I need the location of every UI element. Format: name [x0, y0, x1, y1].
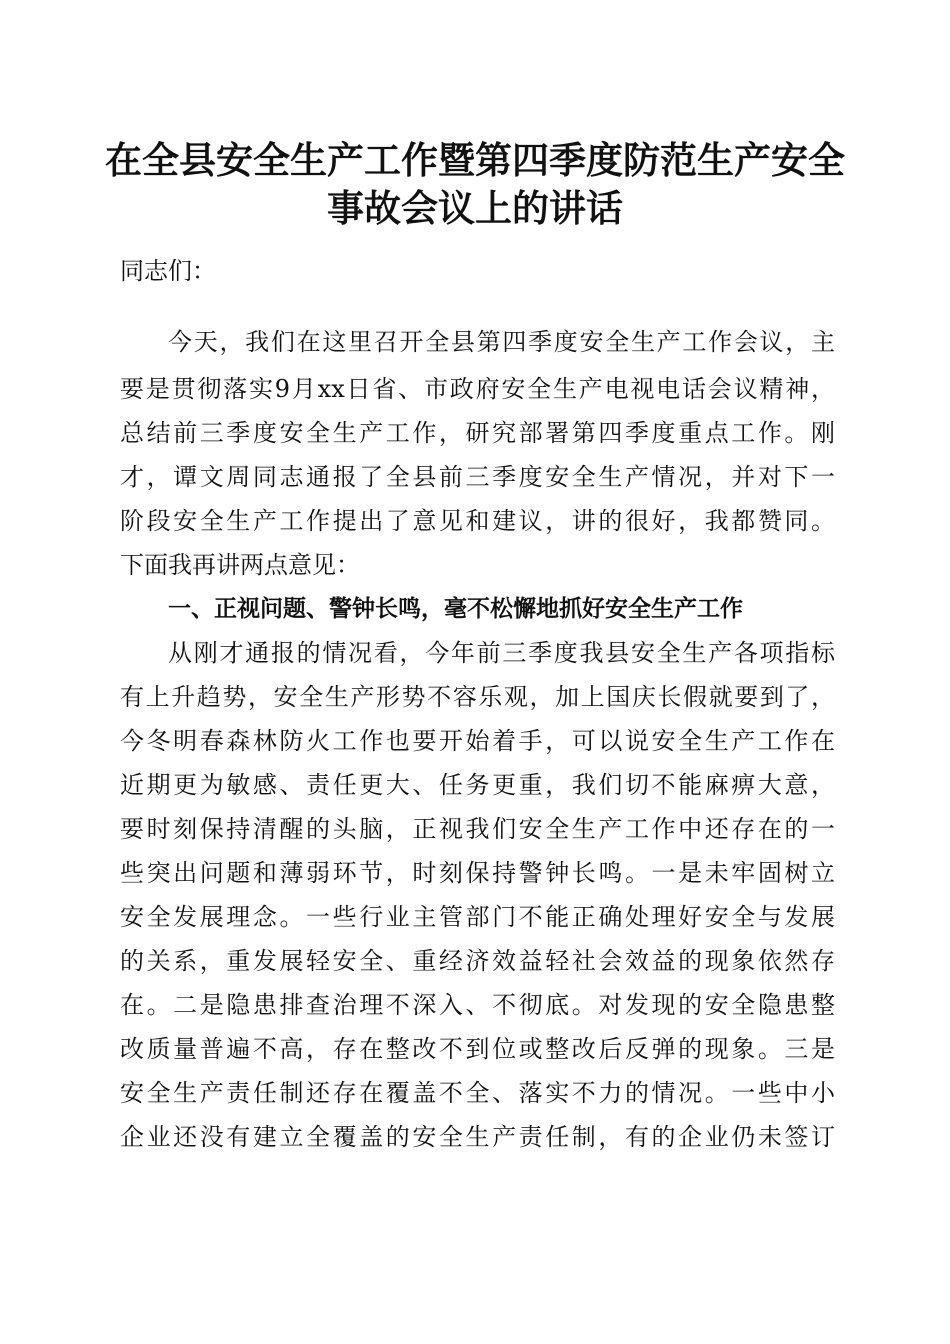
- section-1-heading: 一、正视问题、警钟长鸣，毫不松懈地抓好安全生产工作: [168, 596, 743, 622]
- paragraph-1-line: 总结前三季度安全生产工作，研究部署第四季度重点工作。刚: [120, 419, 835, 447]
- paragraph-1-line: 要是贯彻落实9月xx日省、市政府安全生产电视电话会议精神，: [120, 375, 835, 403]
- paragraph-2-line: 有上升趋势，安全生产形势不容乐观，加上国庆长假就要到了，: [120, 683, 835, 711]
- paragraph-1-line: 阶段安全生产工作提出了意见和建议，讲的很好，我都赞同。: [120, 507, 835, 535]
- paragraph-1-line: 才，谭文周同志通报了全县前三季度安全生产情况，并对下一: [120, 463, 835, 491]
- paragraph-2-line: 今冬明春森林防火工作也要开始着手，可以说安全生产工作在: [120, 727, 835, 755]
- document-title-line-2: 事故会议上的讲话: [327, 186, 623, 230]
- paragraph-2-line: 在。二是隐患排查治理不深入、不彻底。对发现的安全隐患整: [120, 991, 835, 1019]
- paragraph-2-line: 安全发展理念。一些行业主管部门不能正确处理好安全与发展: [120, 903, 835, 931]
- document-title-line-1: 在全县安全生产工作暨第四季度防范生产安全: [105, 138, 845, 182]
- paragraph-1-line: 今天，我们在这里召开全县第四季度安全生产工作会议，主: [168, 328, 835, 356]
- paragraph-2-line: 安全生产责任制还存在覆盖不全、落实不力的情况。一些中小: [120, 1079, 835, 1107]
- paragraph-2-line: 些突出问题和薄弱环节，时刻保持警钟长鸣。一是未牢固树立: [120, 859, 835, 887]
- paragraph-2-line: 企业还没有建立全覆盖的安全生产责任制，有的企业仍未签订: [120, 1123, 835, 1151]
- salutation: 同志们：: [120, 257, 216, 285]
- paragraph-1-line: 下面我再讲两点意见：: [120, 551, 360, 579]
- paragraph-2-line: 的关系，重发展轻安全、重经济效益轻社会效益的现象依然存: [120, 947, 835, 975]
- paragraph-2-line: 要时刻保持清醒的头脑，正视我们安全生产工作中还存在的一: [120, 815, 835, 843]
- paragraph-2-line: 近期更为敏感、责任更大、任务更重，我们切不能麻痹大意，: [120, 771, 835, 799]
- paragraph-2-line: 改质量普遍不高，存在整改不到位或整改后反弹的现象。三是: [120, 1035, 835, 1063]
- paragraph-2-line: 从刚才通报的情况看，今年前三季度我县安全生产各项指标: [168, 639, 835, 667]
